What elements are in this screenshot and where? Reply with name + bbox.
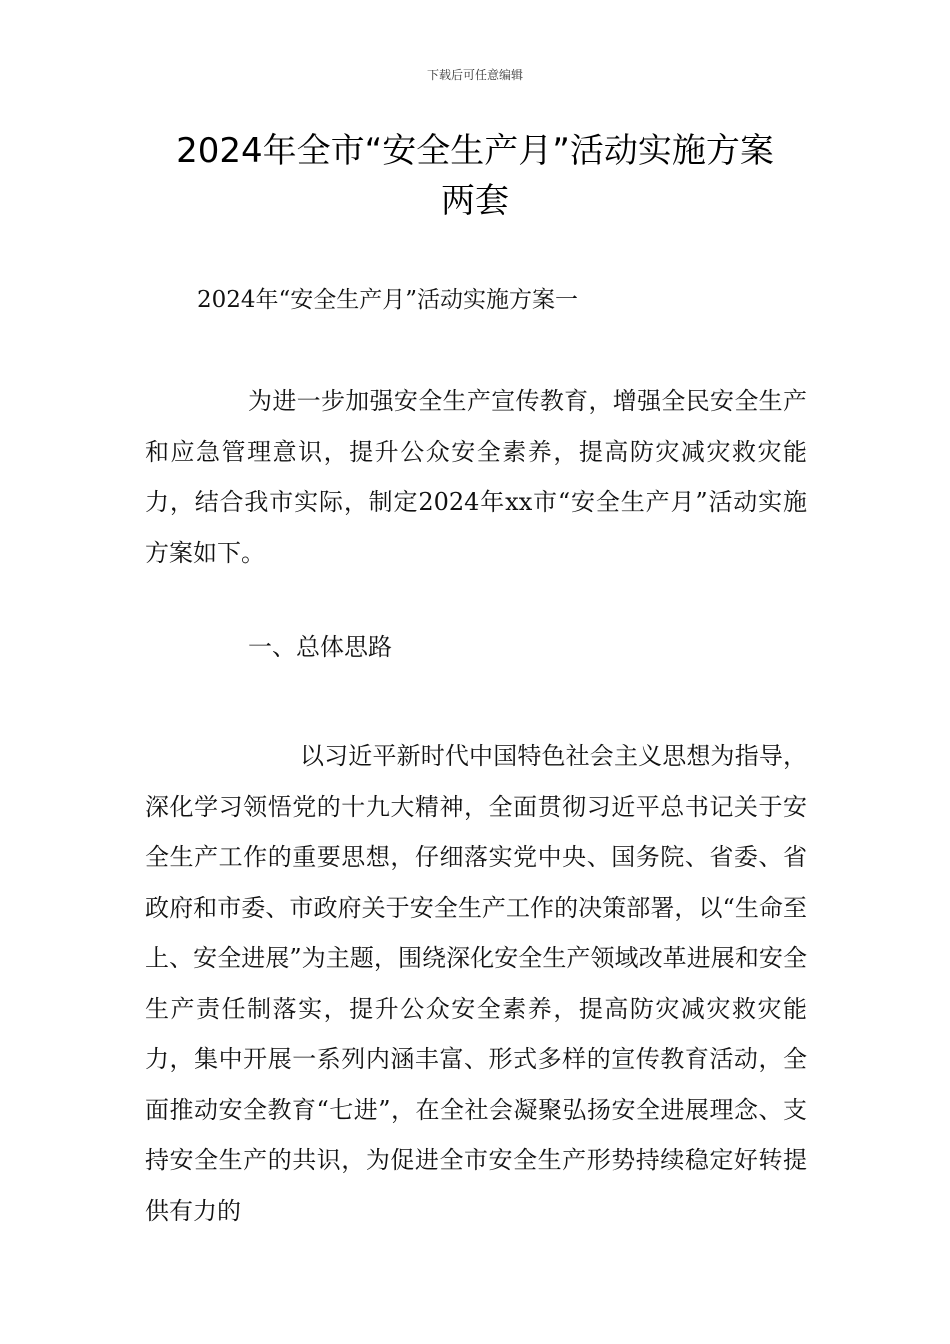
header-note: 下载后可任意编辑 <box>426 68 523 82</box>
document-title-line-1: 2024年全市“安全生产月”活动实施方案 <box>176 131 774 171</box>
document-title-line-2: 两套 <box>441 181 509 221</box>
intro-paragraph: 为进一步加强安全生产宣传教育，增强全民安全生产和应急管理意识，提升公众安全素养，提高防灾减灾救灾能力，结合我市实际，制定2024年xx市“安全生产月”活动实施方案如下。 <box>145 387 807 567</box>
section-heading-overall-approach: 一、总体思路 <box>248 633 392 661</box>
document-title <box>120 126 830 226</box>
plan-subtitle: 2024年“安全生产月”活动实施方案一 <box>197 287 579 313</box>
section-paragraph-overall-approach: 以习近平新时代中国特色社会主义思想为指导，深化学习领悟党的十九大精神，全面贯彻习近平总书记关于安全生产工作的重要思想，仔细落实党中央、国务院、省委、省政府和市委、市政府关于安全生产工作的决策部署，以“生命至上、安全进展”为主题，围绕深化安全生产领域改革进展和安全生产责任制落实，提升公众安全素养，提高防灾减灾救灾能力，集中开展一系列内涵丰富、形式多样的宣传教育活动，全面推动安全教育“七进”，在全社会凝聚弘扬安全进展理念、支持安全生产的共识，为促进全市安全生产形势持续稳定好转提供有力的 <box>145 742 807 1225</box>
